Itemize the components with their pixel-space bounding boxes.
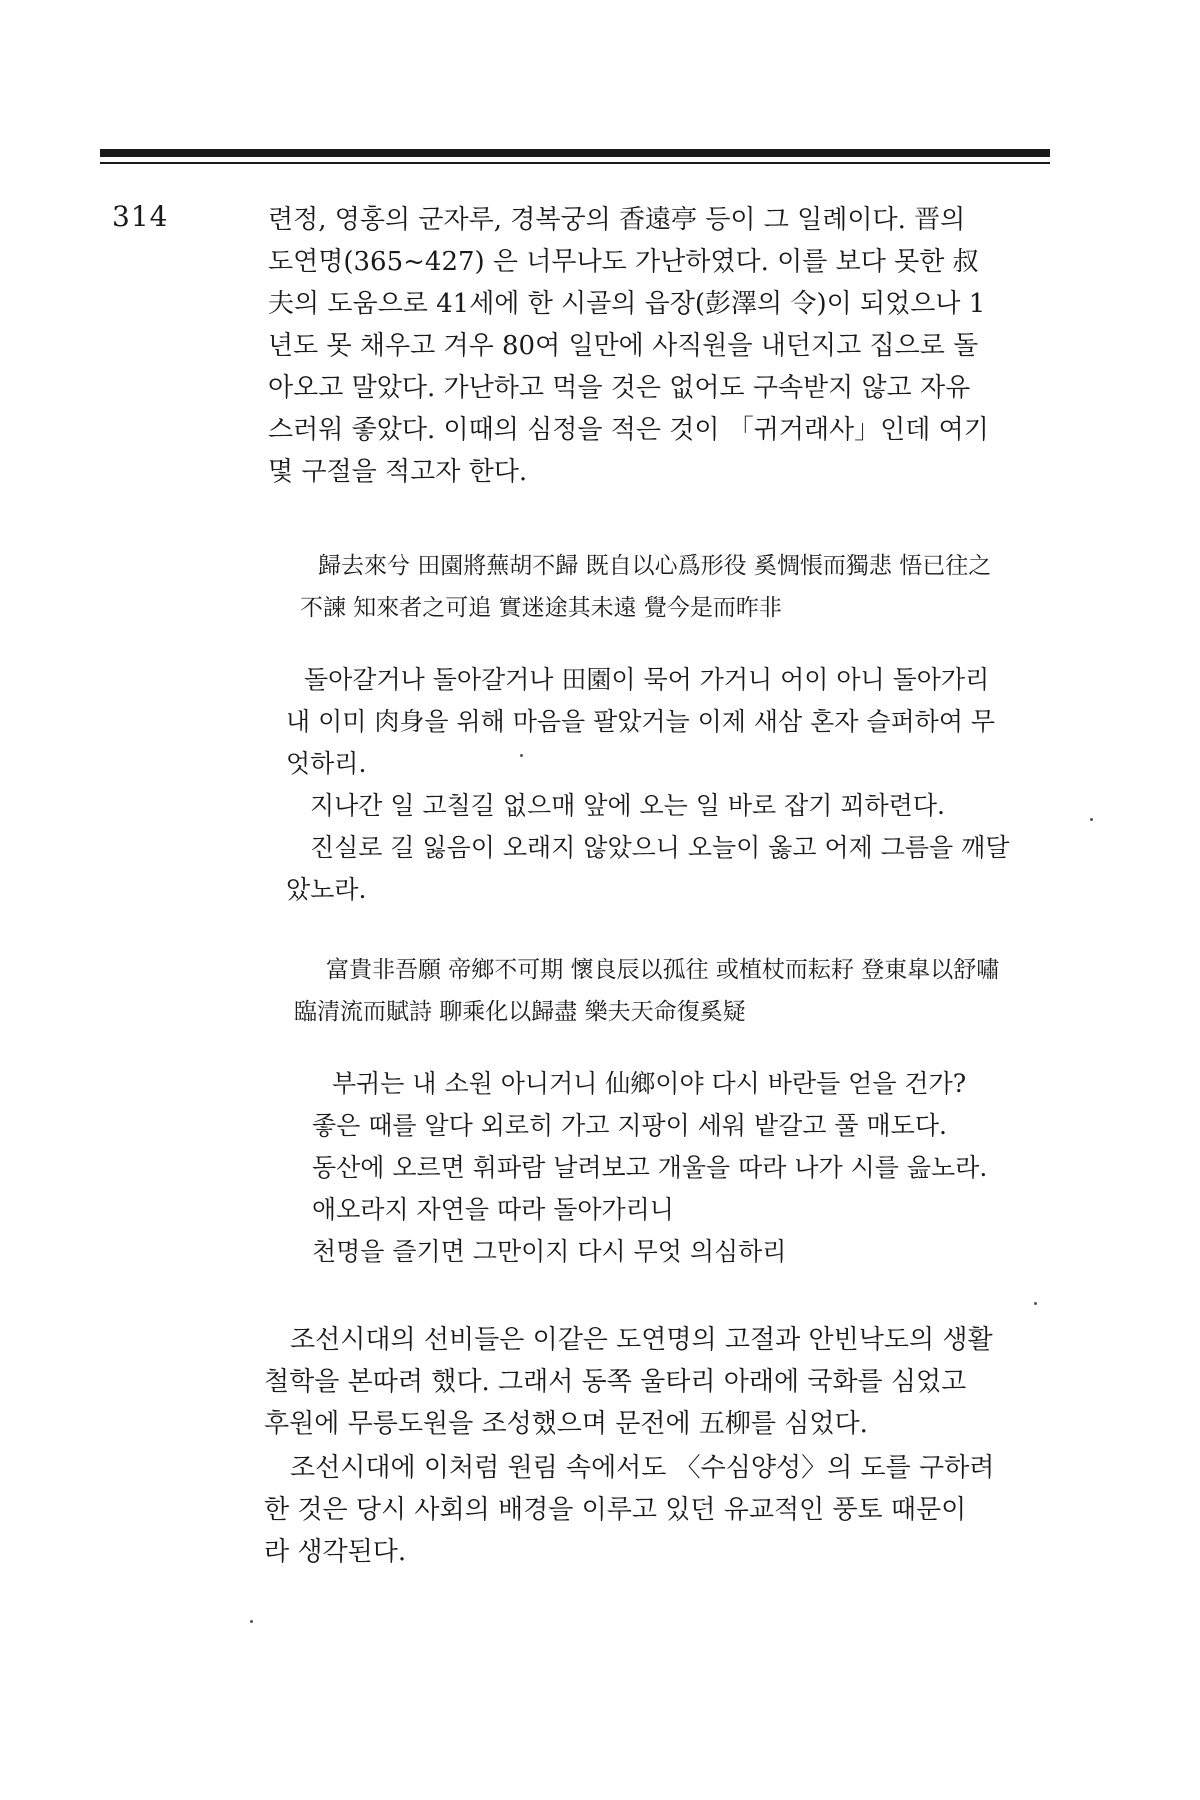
- verse-line: 좋은 때를 알다 외로히 가고 지팡이 세워 밭갈고 풀 매도다.: [312, 1111, 947, 1140]
- verse-line: 돌아갈거나 돌아갈거나 田園이 묵어 가거니 어이 아니 돌아가리: [304, 665, 990, 694]
- verse-line: 부귀는 내 소원 아니거니 仙鄉이야 다시 바란들 얻을 건가?: [332, 1069, 967, 1098]
- hanja-line: 歸去來兮 田園將蕪胡不歸 既自以心爲形役 奚惆悵而獨悲 悟已往之: [318, 553, 992, 579]
- hanja-line: 富貴非吾願 帝鄉不可期 懷良辰以孤往 或植杖而耘耔 登東皐以舒嘯: [326, 957, 1000, 983]
- page-number: 314: [112, 200, 169, 233]
- scan-speck: [1034, 1302, 1037, 1305]
- header-rule-thin: [100, 162, 1050, 164]
- text-line: 조선시대의 선비들은 이같은 도연명의 고절과 안빈낙도의 생활: [290, 1325, 993, 1355]
- header-rule-thick: [100, 149, 1050, 157]
- verse-line: 지나간 일 고칠길 없으매 앞에 오는 일 바로 잡기 꾀하련다.: [310, 791, 945, 820]
- verse-line: 내 이미 肉身을 위해 마음을 팔았거늘 이제 새삼 혼자 슬퍼하여 무: [286, 707, 996, 736]
- verse-line: 엇하리.: [286, 749, 367, 778]
- verse-line: 진실로 길 잃음이 오래지 않았으니 오늘이 옳고 어제 그름을 깨달: [310, 833, 1010, 862]
- text-line: 스러워 좋았다. 이때의 심정을 적은 것이 「귀거래사」인데 여기: [268, 415, 989, 445]
- text-line: 아오고 말았다. 가난하고 먹을 것은 없어도 구속받지 않고 자유: [268, 373, 971, 403]
- text-line: 후원에 무릉도원을 조성했으며 문전에 五柳를 심었다.: [264, 1409, 868, 1439]
- text-line: 도연명(365~427) 은 너무나도 가난하였다. 이를 보다 못한 叔: [268, 247, 979, 277]
- scan-speck: [520, 754, 523, 757]
- verse-line: 동산에 오르면 휘파람 날려보고 개울을 따라 나가 시를 읊노라.: [312, 1153, 988, 1182]
- text-line: 한 것은 당시 사회의 배경을 이루고 있던 유교적인 풍토 때문이: [264, 1495, 967, 1525]
- verse-line: 애오라지 자연을 따라 돌아가리니: [312, 1195, 674, 1224]
- text-line: 련정, 영홍의 군자루, 경복궁의 香遠亭 등이 그 일례이다. 晋의: [268, 205, 966, 235]
- scan-speck: [250, 1620, 253, 1623]
- verse-line: 았노라.: [286, 875, 367, 904]
- text-line: 夫의 도움으로 41세에 한 시골의 읍장(彭澤의 令)이 되었으나 1: [268, 289, 986, 319]
- hanja-line: 不諫 知來者之可追 實迷途其未遠 覺今是而昨非: [300, 595, 782, 621]
- text-line: 조선시대에 이처럼 원림 속에서도 〈수심양성〉의 도를 구하려: [290, 1453, 995, 1483]
- verse-line: 천명을 즐기면 그만이지 다시 무엇 의심하리: [312, 1237, 787, 1266]
- text-line: 라 생각된다.: [264, 1537, 407, 1567]
- scan-speck: [1090, 818, 1093, 821]
- text-line: 철학을 본따려 했다. 그래서 동쪽 울타리 아래에 국화를 심었고: [264, 1367, 967, 1397]
- text-line: 년도 못 채우고 겨우 80여 일만에 사직원을 내던지고 집으로 돌: [268, 331, 979, 361]
- hanja-line: 臨清流而賦詩 聊乘化以歸盡 樂夫天命復奚疑: [294, 999, 746, 1025]
- text-line: 몇 구절을 적고자 한다.: [268, 457, 528, 487]
